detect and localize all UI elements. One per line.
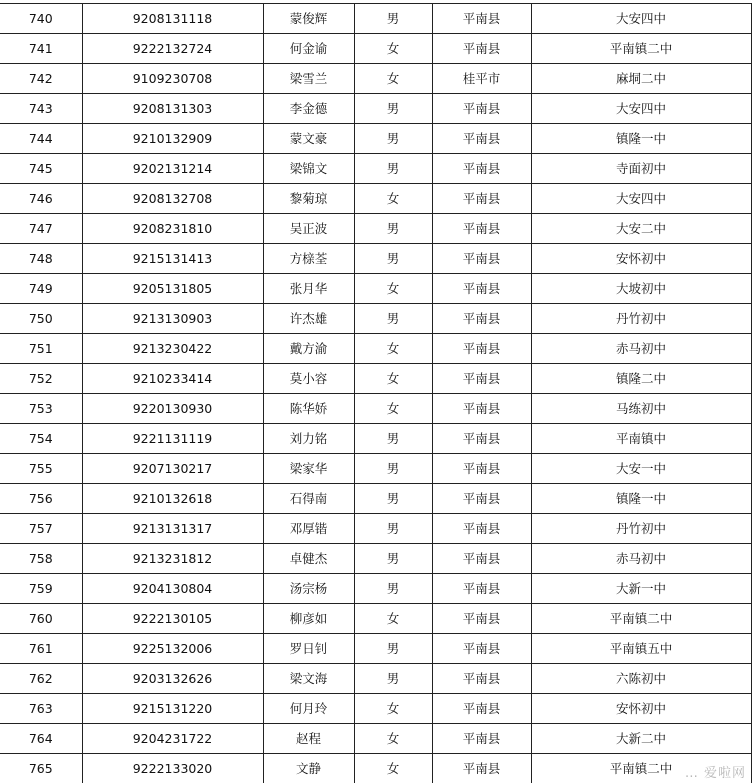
gender-cell: 男 (354, 154, 432, 184)
table-row (0, 154, 751, 184)
county-cell: 平南县 (432, 694, 531, 724)
school-cell: 大安一中 (531, 454, 751, 484)
exam-id-cell: 9203132626 (82, 664, 263, 694)
table-row (0, 214, 751, 244)
student-name-cell: 蒙文豪 (263, 124, 354, 154)
school-cell: 丹竹初中 (531, 304, 751, 334)
student-name-cell: 张月华 (263, 274, 354, 304)
school-cell: 大新二中 (531, 724, 751, 754)
exam-id-cell: 9210132618 (82, 484, 263, 514)
exam-id-cell: 9205131805 (82, 274, 263, 304)
exam-id-cell: 9213131317 (82, 514, 263, 544)
row-number-cell: 762 (0, 664, 82, 694)
county-cell: 平南县 (432, 604, 531, 634)
exam-id-cell: 9208131118 (82, 4, 263, 34)
school-cell: 麻垌二中 (531, 64, 751, 94)
table-row (0, 664, 751, 694)
school-cell: 丹竹初中 (531, 514, 751, 544)
table-row (0, 454, 751, 484)
student-name-cell: 石得南 (263, 484, 354, 514)
county-cell: 平南县 (432, 544, 531, 574)
student-name-cell: 黎菊琼 (263, 184, 354, 214)
table-row (0, 274, 751, 304)
school-cell: 六陈初中 (531, 664, 751, 694)
exam-id-cell: 9202131214 (82, 154, 263, 184)
table-body (0, 4, 751, 783)
school-cell: 平南镇五中 (531, 634, 751, 664)
row-number-cell: 745 (0, 154, 82, 184)
student-name-cell: 何月玲 (263, 694, 354, 724)
student-name-cell: 梁锦文 (263, 154, 354, 184)
county-cell: 平南县 (432, 724, 531, 754)
gender-cell: 女 (354, 724, 432, 754)
school-cell: 大新一中 (531, 574, 751, 604)
row-number-cell: 740 (0, 4, 82, 34)
student-name-cell: 罗日钊 (263, 634, 354, 664)
exam-id-cell: 9222132724 (82, 34, 263, 64)
site-watermark: … 爱啦网 (684, 766, 746, 781)
student-name-cell: 吴正波 (263, 214, 354, 244)
row-number-cell: 756 (0, 484, 82, 514)
exam-id-cell: 9109230708 (82, 64, 263, 94)
exam-id-cell: 9222130105 (82, 604, 263, 634)
county-cell: 平南县 (432, 454, 531, 484)
gender-cell: 女 (354, 334, 432, 364)
row-number-cell: 765 (0, 754, 82, 783)
row-number-cell: 761 (0, 634, 82, 664)
county-cell: 平南县 (432, 34, 531, 64)
table-row (0, 124, 751, 154)
school-cell: 大安二中 (531, 214, 751, 244)
county-cell: 平南县 (432, 394, 531, 424)
county-cell: 平南县 (432, 754, 531, 783)
gender-cell: 男 (354, 4, 432, 34)
gender-cell: 男 (354, 514, 432, 544)
county-cell: 平南县 (432, 154, 531, 184)
county-cell: 平南县 (432, 364, 531, 394)
table-row (0, 394, 751, 424)
county-cell: 平南县 (432, 304, 531, 334)
exam-id-cell: 9215131220 (82, 694, 263, 724)
school-cell: 寺面初中 (531, 154, 751, 184)
row-number-cell: 743 (0, 94, 82, 124)
school-cell: 赤马初中 (531, 544, 751, 574)
gender-cell: 男 (354, 454, 432, 484)
table-row (0, 4, 751, 34)
table-row (0, 364, 751, 394)
student-name-cell: 赵程 (263, 724, 354, 754)
gender-cell: 女 (354, 34, 432, 64)
county-cell: 平南县 (432, 424, 531, 454)
school-cell: 赤马初中 (531, 334, 751, 364)
gender-cell: 男 (354, 424, 432, 454)
gender-cell: 男 (354, 214, 432, 244)
county-cell: 平南县 (432, 214, 531, 244)
table-row (0, 544, 751, 574)
exam-id-cell: 9222133020 (82, 754, 263, 783)
exam-id-cell: 9215131413 (82, 244, 263, 274)
row-number-cell: 744 (0, 124, 82, 154)
student-name-cell: 梁文海 (263, 664, 354, 694)
school-cell: 镇隆一中 (531, 124, 751, 154)
student-name-cell: 陈华娇 (263, 394, 354, 424)
table-row (0, 754, 751, 783)
student-name-cell: 柳彦如 (263, 604, 354, 634)
student-name-cell: 刘力铭 (263, 424, 354, 454)
school-cell: 马练初中 (531, 394, 751, 424)
school-cell: 大安四中 (531, 4, 751, 34)
table-row (0, 604, 751, 634)
school-cell: 平南镇二中 (531, 754, 751, 783)
gender-cell: 女 (354, 394, 432, 424)
gender-cell: 男 (354, 244, 432, 274)
gender-cell: 女 (354, 754, 432, 783)
county-cell: 平南县 (432, 184, 531, 214)
gender-cell: 男 (354, 544, 432, 574)
results-table (0, 3, 752, 783)
student-name-cell: 李金德 (263, 94, 354, 124)
row-number-cell: 746 (0, 184, 82, 214)
gender-cell: 男 (354, 634, 432, 664)
table-row (0, 574, 751, 604)
row-number-cell: 764 (0, 724, 82, 754)
table-row (0, 634, 751, 664)
row-number-cell: 747 (0, 214, 82, 244)
exam-id-cell: 9210132909 (82, 124, 263, 154)
county-cell: 平南县 (432, 514, 531, 544)
school-cell: 大安四中 (531, 94, 751, 124)
student-name-cell: 许杰雄 (263, 304, 354, 334)
table-row (0, 724, 751, 754)
table-row (0, 424, 751, 454)
row-number-cell: 760 (0, 604, 82, 634)
student-name-cell: 何金谕 (263, 34, 354, 64)
school-cell: 平南镇中 (531, 424, 751, 454)
row-number-cell: 758 (0, 544, 82, 574)
student-name-cell: 梁家华 (263, 454, 354, 484)
table-row (0, 484, 751, 514)
row-number-cell: 763 (0, 694, 82, 724)
school-cell: 平南镇二中 (531, 604, 751, 634)
row-number-cell: 755 (0, 454, 82, 484)
exam-id-cell: 9207130217 (82, 454, 263, 484)
school-cell: 安怀初中 (531, 244, 751, 274)
gender-cell: 女 (354, 274, 432, 304)
exam-id-cell: 9208132708 (82, 184, 263, 214)
exam-id-cell: 9213231812 (82, 544, 263, 574)
exam-id-cell: 9204130804 (82, 574, 263, 604)
row-number-cell: 748 (0, 244, 82, 274)
school-cell: 平南镇二中 (531, 34, 751, 64)
student-name-cell: 莫小容 (263, 364, 354, 394)
exam-id-cell: 9220130930 (82, 394, 263, 424)
exam-id-cell: 9225132006 (82, 634, 263, 664)
gender-cell: 女 (354, 64, 432, 94)
gender-cell: 男 (354, 484, 432, 514)
table-row (0, 304, 751, 334)
county-cell: 平南县 (432, 244, 531, 274)
county-cell: 桂平市 (432, 64, 531, 94)
row-number-cell: 749 (0, 274, 82, 304)
gender-cell: 女 (354, 604, 432, 634)
exam-id-cell: 9210233414 (82, 364, 263, 394)
exam-id-cell: 9213130903 (82, 304, 263, 334)
gender-cell: 男 (354, 304, 432, 334)
table-row (0, 94, 751, 124)
row-number-cell: 752 (0, 364, 82, 394)
student-name-cell: 蒙俊辉 (263, 4, 354, 34)
student-name-cell: 汤宗杨 (263, 574, 354, 604)
row-number-cell: 754 (0, 424, 82, 454)
gender-cell: 男 (354, 94, 432, 124)
row-number-cell: 759 (0, 574, 82, 604)
row-number-cell: 742 (0, 64, 82, 94)
county-cell: 平南县 (432, 484, 531, 514)
exam-id-cell: 9208131303 (82, 94, 263, 124)
county-cell: 平南县 (432, 634, 531, 664)
county-cell: 平南县 (432, 334, 531, 364)
county-cell: 平南县 (432, 4, 531, 34)
gender-cell: 男 (354, 124, 432, 154)
student-name-cell: 文静 (263, 754, 354, 783)
table-row (0, 34, 751, 64)
gender-cell: 女 (354, 364, 432, 394)
exam-id-cell: 9204231722 (82, 724, 263, 754)
school-cell: 大安四中 (531, 184, 751, 214)
student-name-cell: 方榇荃 (263, 244, 354, 274)
school-cell: 镇隆二中 (531, 364, 751, 394)
gender-cell: 男 (354, 574, 432, 604)
table-row (0, 244, 751, 274)
school-cell: 大坡初中 (531, 274, 751, 304)
exam-id-cell: 9221131119 (82, 424, 263, 454)
student-name-cell: 邓厚锴 (263, 514, 354, 544)
row-number-cell: 757 (0, 514, 82, 544)
table-row (0, 334, 751, 364)
exam-id-cell: 9213230422 (82, 334, 263, 364)
row-number-cell: 741 (0, 34, 82, 64)
county-cell: 平南县 (432, 124, 531, 154)
county-cell: 平南县 (432, 274, 531, 304)
table-row (0, 514, 751, 544)
student-name-cell: 戴方渝 (263, 334, 354, 364)
gender-cell: 女 (354, 694, 432, 724)
county-cell: 平南县 (432, 664, 531, 694)
table-row (0, 694, 751, 724)
gender-cell: 男 (354, 664, 432, 694)
row-number-cell: 753 (0, 394, 82, 424)
gender-cell: 女 (354, 184, 432, 214)
student-name-cell: 卓健杰 (263, 544, 354, 574)
table-row (0, 64, 751, 94)
county-cell: 平南县 (432, 574, 531, 604)
school-cell: 镇隆一中 (531, 484, 751, 514)
school-cell: 安怀初中 (531, 694, 751, 724)
table-row (0, 184, 751, 214)
student-name-cell: 梁雪兰 (263, 64, 354, 94)
row-number-cell: 750 (0, 304, 82, 334)
county-cell: 平南县 (432, 94, 531, 124)
row-number-cell: 751 (0, 334, 82, 364)
exam-id-cell: 9208231810 (82, 214, 263, 244)
